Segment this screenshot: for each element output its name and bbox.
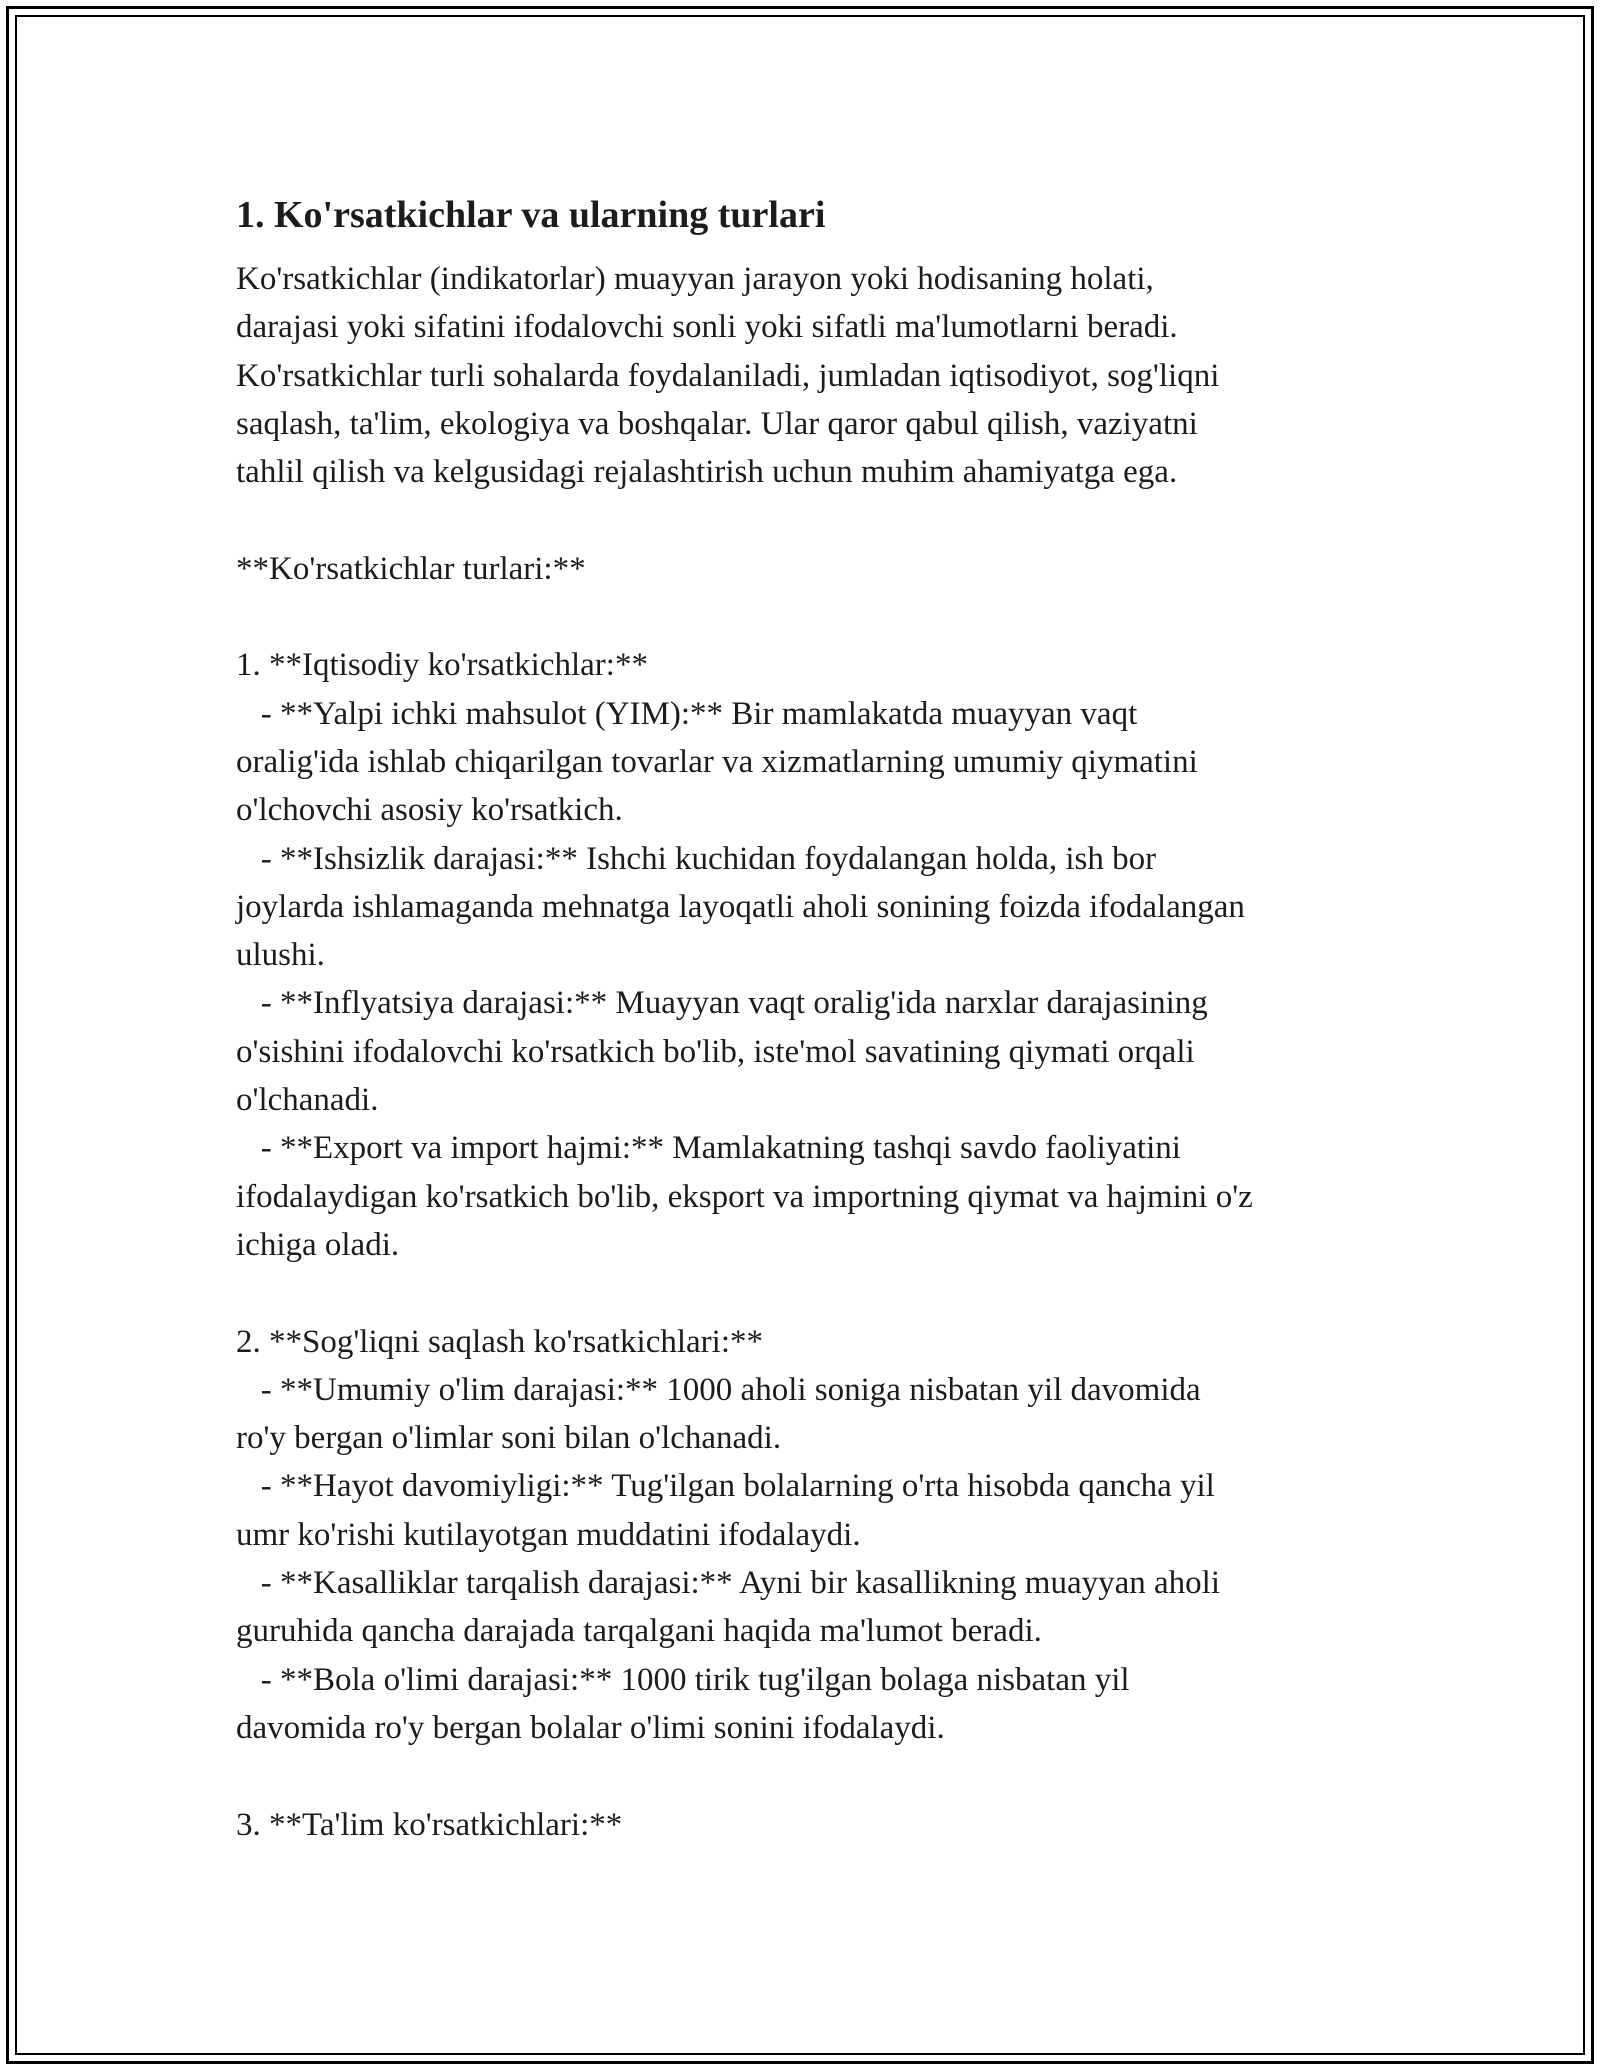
section-line: o'sishini ifodalovchi ko'rsatkich bo'lib, iste'mol savatining qiymati orqali — [236, 1033, 1195, 1070]
section-line: - **Kasalliklar tarqalish darajasi:** Ayni bir kasallikning muayyan aholi — [236, 1565, 1220, 1602]
blank-line — [236, 1269, 1396, 1317]
section-line: - **Ishsizlik darajasi:** Ishchi kuchidan foydalangan holda, ish bor — [236, 840, 1157, 877]
section-line: - **Inflyatsiya darajasi:** Muayyan vaqt oralig'ida narxlar darajasining — [236, 985, 1208, 1022]
section-line: ichiga oladi. — [236, 1226, 400, 1263]
section-line: davomida ro'y bergan bolalar o'limi sonini ifodalaydi. — [236, 1709, 945, 1746]
section-line: - **Bola o'limi darajasi:** 1000 tirik tug'ilgan bolaga nisbatan yil — [236, 1661, 1130, 1698]
section-line: guruhida qancha darajada tarqalgani haqida ma'lumot beradi. — [236, 1613, 1042, 1650]
section-line: umr ko'rishi kutilayotgan muddatini ifodalaydi. — [236, 1516, 861, 1553]
section-line: ro'y bergan o'limlar soni bilan o'lchanadi. — [236, 1420, 782, 1457]
intro-line: Ko'rsatkichlar turli sohalarda foydalaniladi, jumladan iqtisodiyot, sog'liqni — [236, 357, 1220, 394]
section-line: o'lchovchi asosiy ko'rsatkich. — [236, 792, 623, 829]
section-line: joylarda ishlamaganda mehnatga layoqatli aholi sonining foizda ifodalangan — [236, 888, 1245, 925]
blank-line — [236, 496, 1396, 544]
section-line: 3. **Ta'lim ko'rsatkichlari:** — [236, 1806, 623, 1843]
blank-line — [236, 593, 1396, 641]
intro-line: darajasi yoki sifatini ifodalovchi sonli yoki sifatli ma'lumotlarni beradi. — [236, 309, 1178, 346]
intro-line: tahlil qilish va kelgusidagi rejalashtirish uchun muhim ahamiyatga ega. — [236, 454, 1178, 491]
section-line: oralig'ida ishlab chiqarilgan tovarlar va xizmatlarning umumiy qiymatini — [236, 743, 1198, 780]
section-line: 1. **Iqtisodiy ko'rsatkichlar:** — [236, 647, 648, 684]
blank-line — [236, 1752, 1396, 1800]
section-line: o'lchanadi. — [236, 1082, 379, 1119]
intro-line: Ko'rsatkichlar (indikatorlar) muayyan jarayon yoki hodisaning holati, — [236, 261, 1154, 297]
section-line: ulushi. — [236, 937, 325, 974]
section-line: - **Export va import hajmi:** Mamlakatning tashqi savdo faoliyatini — [236, 1130, 1181, 1167]
section-line: 2. **Sog'liqni saqlash ko'rsatkichlari:** — [236, 1323, 764, 1360]
types-heading: **Ko'rsatkichlar turlari:** — [236, 550, 586, 587]
section-line: - **Hayot davomiyligi:** Tug'ilgan bolalarning o'rta hisobda qancha yil — [236, 1468, 1215, 1505]
document-title: 1. Ko'rsatkichlar va ularning turlari — [236, 194, 826, 236]
section-line: ifodalaydigan ko'rsatkich bo'lib, eksport va importning qiymat va hajmini o'z — [236, 1178, 1253, 1215]
section-economic — [236, 641, 1396, 1269]
section-line: - **Umumiy o'lim darajasi:** 1000 aholi soniga nisbatan yil davomida — [236, 1371, 1201, 1408]
section-education — [236, 1801, 1396, 1849]
section-line: - **Yalpi ichki mahsulot (YIM):** Bir mamlakatda muayyan vaqt — [236, 695, 1138, 732]
section-health — [236, 1318, 1396, 1753]
document-body — [236, 185, 1396, 1849]
intro-line: saqlash, ta'lim, ekologiya va boshqalar. Ular qaror qabul qilish, vaziyatni — [236, 405, 1198, 442]
intro-paragraph — [236, 255, 1396, 496]
